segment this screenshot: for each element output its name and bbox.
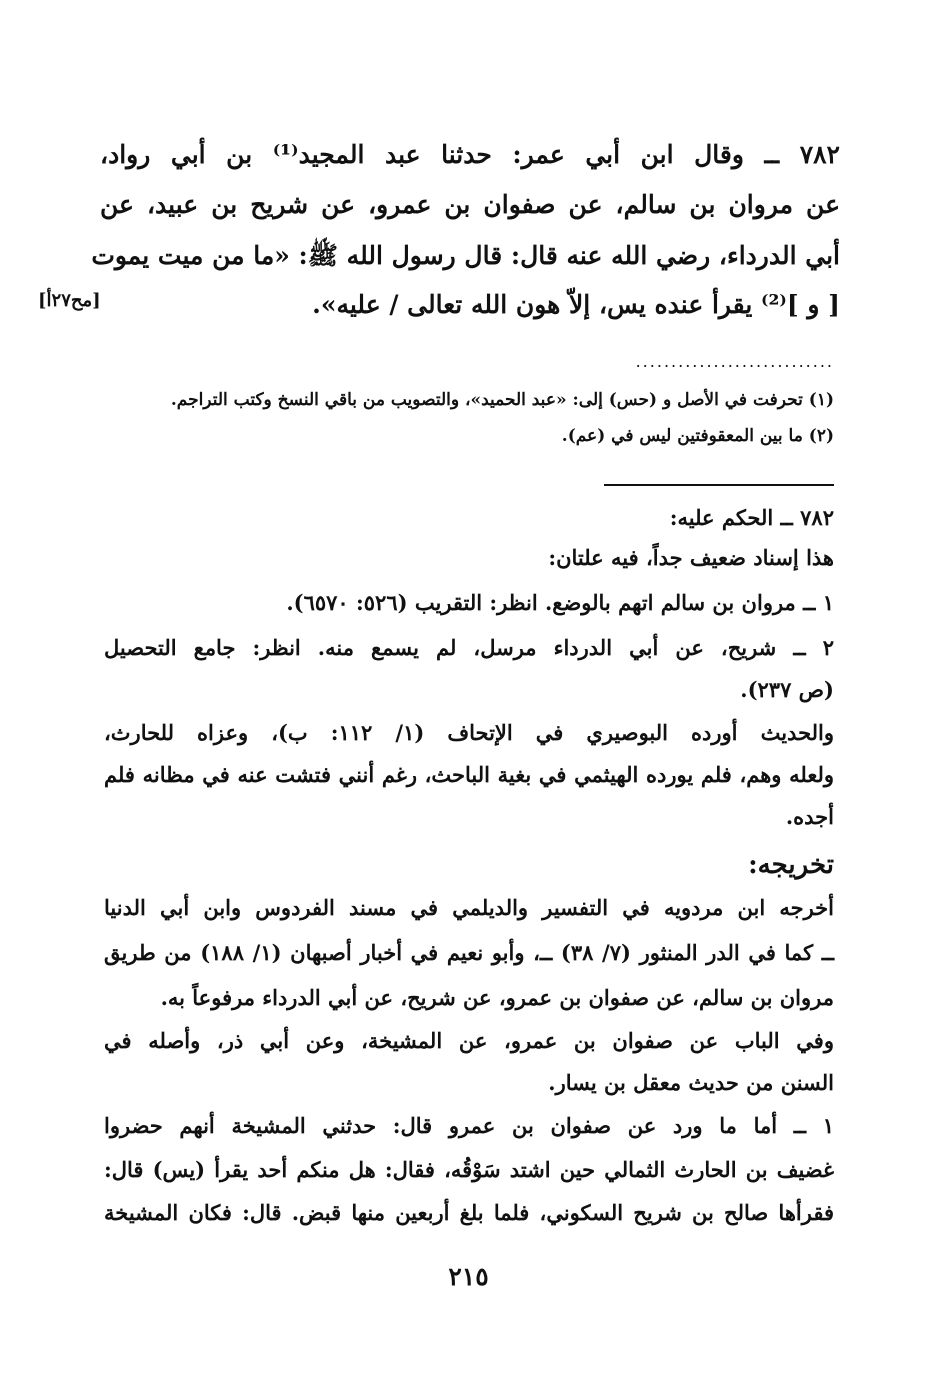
takhrij-line-5: السنن من حديث معقل بن يسار. xyxy=(548,1070,834,1095)
hadith-line-3: أبي الدرداء، رضي الله عنه قال: قال رسول الله ﷺ: «ما من ميت يموت xyxy=(91,241,840,270)
hadith-line-4: [ و ]⁽²⁾ يقرأ عنده يس، إلاّ هون الله تعالى / عليه». xyxy=(312,290,840,319)
takhrij-line-8: فقرأها صالح بن شريح السكوني، فلما بلغ أربعين منها قبض. قال: فكان المشيخة xyxy=(104,1200,834,1225)
hadith-line-1: ٧٨٢ ــ وقال ابن أبي عمر: حدثنا عبد المجيد⁽¹⁾ بن أبي رواد، xyxy=(100,140,840,169)
ruling-intro: هذا إسناد ضعيف جداً، فيه علتان: xyxy=(548,545,834,570)
takhrij-line-6: ١ ــ أما ما ورد عن صفوان بن عمرو قال: حدثني المشيخة أنهم حضروا xyxy=(104,1113,834,1138)
ruling-heading: ٧٨٢ ــ الحكم عليه: xyxy=(669,505,834,530)
ruling-point-2a: ٢ ــ شريح، عن أبي الدرداء مرسل، لم يسمع منه. انظر: جامع التحصيل xyxy=(104,635,834,660)
ruling-point-2b: (ص ٢٣٧). xyxy=(740,677,834,702)
page-number: ٢١٥ xyxy=(448,1262,489,1291)
manuscript-margin-note: [مح٢٧أ] xyxy=(38,290,101,311)
ruling-para-b: ولعله وهم، فلم يورده الهيثمي في بغية الباحث، رغم أنني فتشت عنه في مظانه فلم xyxy=(104,762,834,787)
takhrij-line-3: مروان بن سالم، عن صفوان بن عمرو، عن شريح، عن أبي الدرداء مرفوعاً به. xyxy=(160,985,834,1010)
takhrij-line-2: ــ كما في الدر المنثور (٧/ ٣٨) ــ، وأبو نعيم في أخبار أصبهان (١/ ١٨٨) من طريق xyxy=(104,940,835,965)
takhrij-line-7: غضيف بن الحارث الثمالي حين اشتد سَوْقُه، فقال: هل منكم أحد يقرأ (يس) قال: xyxy=(104,1157,834,1182)
ruling-para-c: أجده. xyxy=(785,804,834,829)
section-divider xyxy=(604,484,834,486)
footnote-2: (٢) ما بين المعقوفتين ليس في (عم). xyxy=(561,426,834,446)
ruling-point-1: ١ ــ مروان بن سالم اتهم بالوضع. انظر: التقريب (٥٢٦: ٦٥٧٠). xyxy=(286,590,834,615)
footnote-1: (١) تحرفت في الأصل و (حس) إلى: «عبد الحميد»، والتصويب من باقي النسخ وكتب التراجم. xyxy=(170,390,834,410)
takhrij-line-4: وفي الباب عن صفوان بن عمرو، عن المشيخة، وعن أبي ذر، وأصله في xyxy=(104,1028,834,1053)
footnote-separator: ............................ xyxy=(635,352,834,371)
takhrij-heading: تخريجه: xyxy=(748,850,834,880)
takhrij-line-1: أخرجه ابن مردويه في التفسير والديلمي في مسند الفردوس وابن أبي الدنيا xyxy=(104,895,834,920)
ruling-para-a: والحديث أورده البوصيري في الإتحاف (١/ ١١٢: ب)، وعزاه للحارث، xyxy=(104,720,834,745)
hadith-line-2: عن مروان بن سالم، عن صفوان بن عمرو، عن شريح بن عبيد، عن xyxy=(100,190,840,219)
